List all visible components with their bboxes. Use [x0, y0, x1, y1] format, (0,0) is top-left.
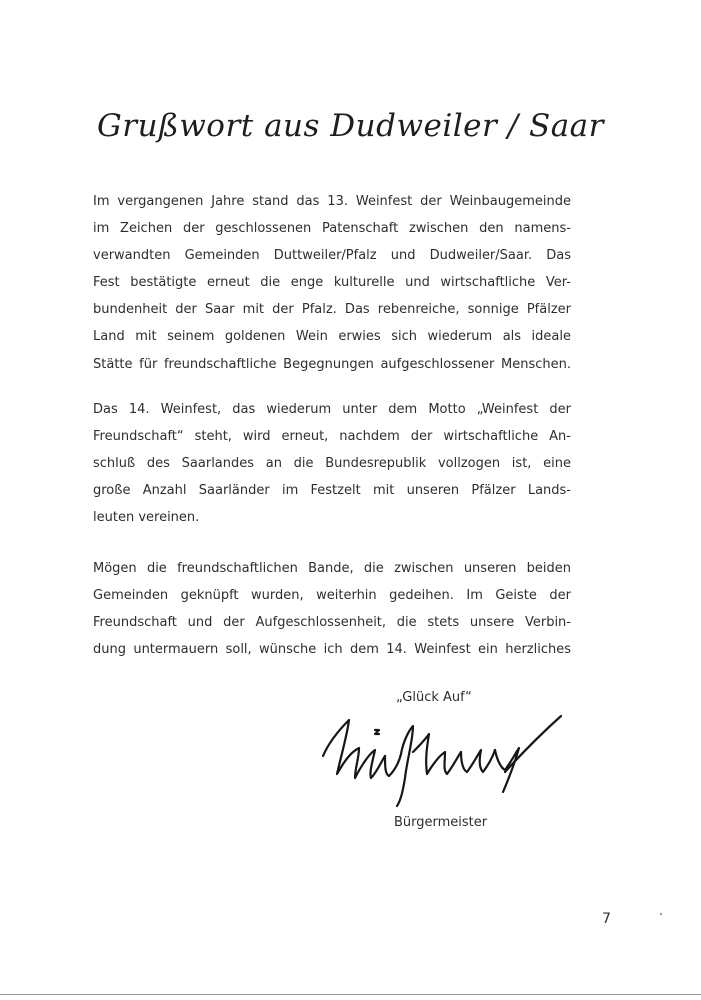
- text-line: Land mit seinem goldenen Wein erwies sich wiederum als ideale: [93, 329, 571, 345]
- text-line: leuten vereinen.: [93, 510, 200, 526]
- text-line: bundenheit der Saar mit der Pfalz. Das rebenreiche, sonnige Pfälzer: [93, 302, 571, 318]
- text-line: Fest bestätigte erneut die enge kulturelle und wirtschaftliche Ver-: [93, 275, 571, 291]
- text-line: schluß des Saarlandes an die Bundesrepublik vollzogen ist, eine: [93, 456, 571, 472]
- text-line: im Zeichen der geschlossenen Patenschaft zwischen den namens-: [93, 221, 571, 237]
- text-line: Das 14. Weinfest, das wiederum unter dem Motto „Weinfest der: [93, 402, 571, 417]
- handwritten-signature: [315, 712, 575, 812]
- text-line: verwandten Gemeinden Duttweiler/Pfalz und Dudweiler/Saar. Das: [93, 248, 571, 264]
- paragraph-3: [93, 555, 571, 663]
- text-line: Gemeinden geknüpft wurden, weiterhin gedeihen. Im Geiste der: [93, 588, 571, 604]
- text-line: Freundschaft und der Aufgeschlossenheit, die stets unsere Verbin-: [93, 615, 571, 631]
- page-edge-line: [0, 994, 701, 995]
- text-line: Im vergangenen Jahre stand das 13. Weinfest der Weinbaugemeinde: [93, 194, 571, 209]
- paragraph-1: [93, 188, 571, 378]
- closing-greeting: „Glück Auf“: [396, 690, 472, 705]
- page-title: Grußwort aus Dudweiler / Saar: [96, 108, 604, 144]
- scan-mark: [660, 913, 662, 915]
- text-line: Stätte für freundschaftliche Begegnungen aufgeschlossener Menschen.: [93, 356, 571, 372]
- page-number: 7: [602, 911, 611, 927]
- text-line: große Anzahl Saarländer im Festzelt mit unseren Pfälzer Lands-: [93, 483, 571, 499]
- signer-title: Bürgermeister: [394, 815, 488, 830]
- text-line: Freundschaft“ steht, wird erneut, nachdem der wirtschaftliche An-: [93, 429, 571, 445]
- paragraph-2: [93, 396, 571, 531]
- text-line: dung untermauern soll, wünsche ich dem 14. Weinfest ein herzliches: [93, 642, 571, 658]
- text-line: Mögen die freundschaftlichen Bande, die zwischen unseren beiden: [93, 561, 571, 576]
